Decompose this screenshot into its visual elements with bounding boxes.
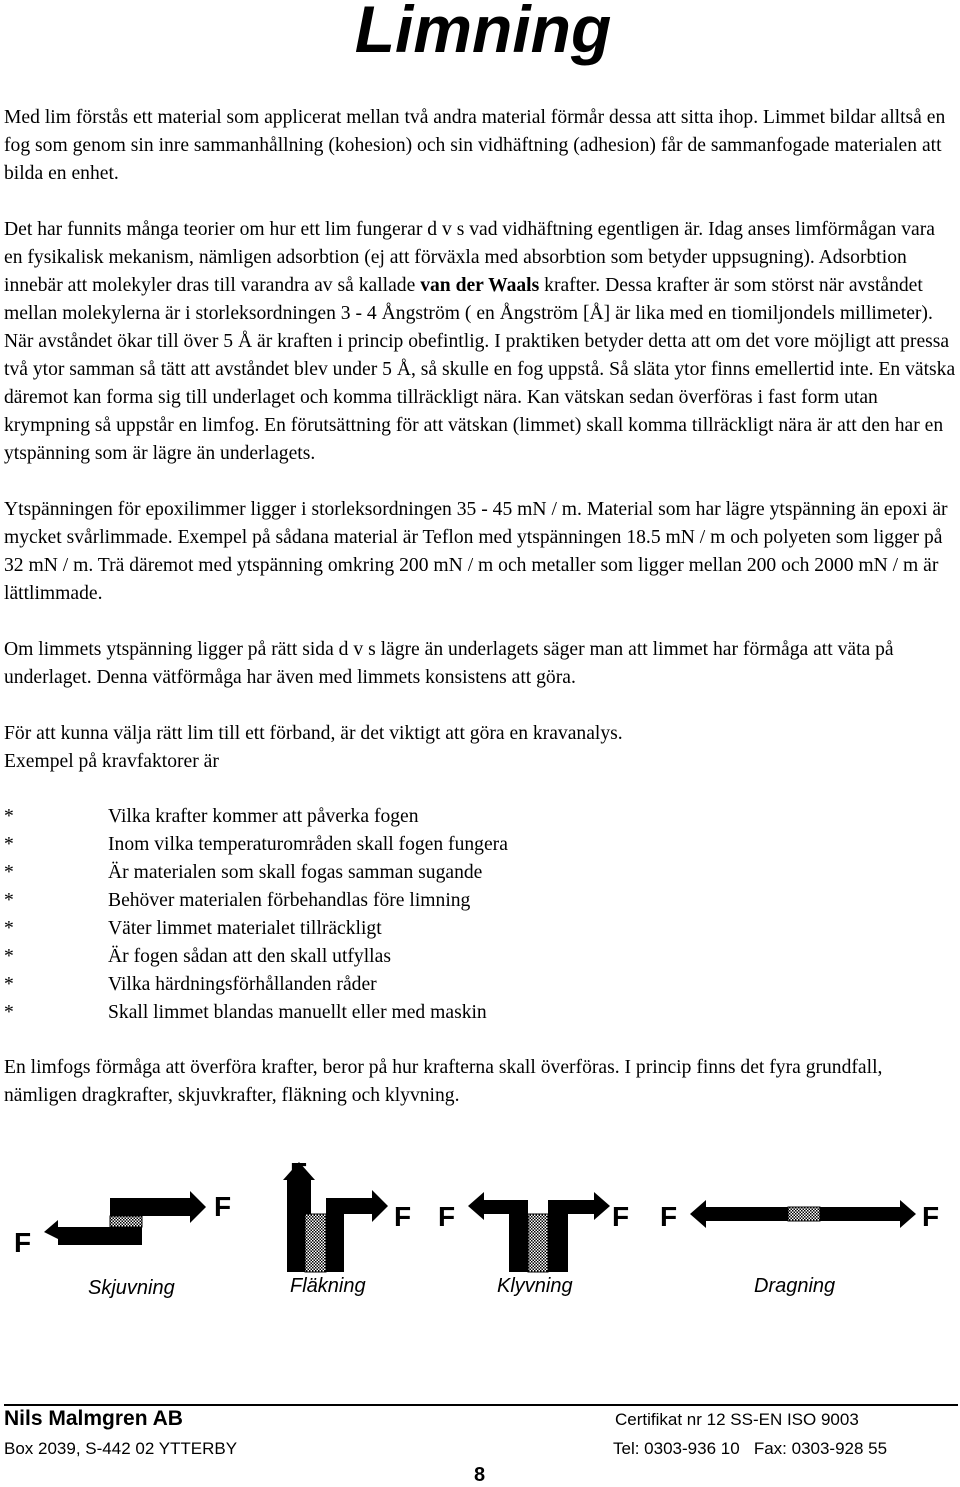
- list-item-text: Skall limmet blandas manuellt eller med maskin: [108, 1002, 487, 1023]
- list-item: [4, 915, 958, 943]
- force-label: F: [612, 1201, 630, 1232]
- list-item-text: Inom vilka temperaturområden skall fogen fungera: [108, 834, 508, 855]
- label-tension: Dragning: [754, 1275, 836, 1297]
- list-bullet: *: [4, 834, 14, 855]
- list-item: [4, 831, 958, 859]
- tension-left-arrow: [690, 1200, 788, 1228]
- requirement-list: [4, 803, 958, 1027]
- van-der-waals-term: van der Waals: [420, 275, 540, 296]
- shear-figure: [14, 1191, 231, 1258]
- force-label: F: [290, 1157, 308, 1188]
- cleavage-right-arrow: [548, 1192, 610, 1272]
- body-text: [4, 104, 958, 1138]
- force-label: F: [660, 1201, 678, 1232]
- paragraph-load-cases: En limfogs förmåga att överföra krafter, beror på hur krafterna skall överföras. I princip finns det fyra grundfall, nämligen dragkrafter, skjuvkrafter, fläkning och klyvning.: [4, 1057, 883, 1106]
- list-bullet: *: [4, 890, 14, 911]
- list-bullet: *: [4, 862, 14, 883]
- paragraph-wetting: Om limmets ytspänning ligger på rätt sida d v s lägre än underlagets säger man att limmet har förmåga att väta på underlaget. Denna vätförmåga har även med limmets konsistens att göra.: [4, 639, 894, 688]
- list-item-text: Väter limmet materialet tillräckligt: [108, 918, 382, 939]
- tension-figure: [660, 1200, 939, 1232]
- force-label: F: [214, 1191, 232, 1222]
- list-item: [4, 803, 958, 831]
- list-item-text: Är fogen sådan att den skall utfyllas: [108, 946, 391, 967]
- cleavage-glue-layer: [528, 1214, 548, 1272]
- peel-lower-leg: [287, 1214, 305, 1272]
- label-cleavage: Klyvning: [497, 1275, 573, 1297]
- footer-certificate: Certifikat nr 12 SS-EN ISO 9003: [615, 1410, 859, 1429]
- paragraph-adsorption: [4, 216, 958, 468]
- cleavage-figure: [438, 1192, 629, 1272]
- label-shear: Skjuvning: [88, 1277, 175, 1299]
- list-item-text: Vilka krafter kommer att påverka fogen: [108, 806, 419, 827]
- footer-address: Box 2039, S-442 02 YTTERBY: [4, 1439, 238, 1458]
- force-label: F: [394, 1201, 412, 1232]
- force-label: F: [922, 1201, 940, 1232]
- label-peel: Fläkning: [290, 1275, 366, 1297]
- list-item: [4, 999, 958, 1027]
- peel-figure: [283, 1157, 411, 1272]
- paragraph-adsorption-part1: Det har funnits många teorier om hur ett lim fungerar d v s vad vidhäftning egentligen är. Idag anses limförmågan vara en fysikalisk mekanism, nämligen adsorbtion (ej att förväxla med absorbtion som betyder uppsugning). Adsorbtion innebär att molekyler dras till varandra av så kallade: [4, 219, 935, 296]
- tension-right-arrow: [820, 1200, 916, 1228]
- list-bullet: *: [4, 946, 14, 967]
- list-item: [4, 943, 958, 971]
- requirements-line-1: För att kunna välja rätt lim till ett förband, är det viktigt att göra en kravanalys.: [4, 723, 623, 744]
- requirements-line-2: Exempel på kravfaktorer är: [4, 751, 219, 772]
- force-label: F: [14, 1227, 32, 1258]
- list-item: [4, 887, 958, 915]
- list-bullet: *: [4, 806, 14, 827]
- paragraph-requirements: [4, 720, 958, 776]
- force-label: F: [438, 1201, 456, 1232]
- paragraph-adsorption-part2: krafter. Dessa krafter är som störst när avståndet mellan molekylerna är i storleksordningen 3 - 4 Ångström ( en Ångström [Å] är lika med en tiomiljondels millimeter). När avståndet ökar till över 5 Å är kraften i princip obefintlig. I praktiken betyder detta att om det vore möjligt att pressa två ytor samman så tätt att avståndet blev under 5 Å, så skulle en fog uppstå. Så släta ytor finns emellertid inte. En vätska däremot kan forma sig till underlaget och komma tillräckligt nära. Kan vätskan sedan överföras i fast form utan krympning så uppstår en limfog. En förutsättning för att vätskan (limmet) skall komma tillräckligt nära är att den har en ytspänning som är lägre än underlagets.: [4, 275, 956, 464]
- cleavage-left-arrow: [468, 1192, 528, 1272]
- page-number: 8: [474, 1464, 486, 1486]
- list-item-text: Är materialen som skall fogas samman sugande: [108, 862, 483, 883]
- list-bullet: *: [4, 1002, 14, 1023]
- list-item: [4, 859, 958, 887]
- page-title: Limning: [354, 0, 612, 66]
- list-bullet: *: [4, 918, 14, 939]
- list-item-text: Behöver materialen förbehandlas före limning: [108, 890, 471, 911]
- list-item-text: Vilka härdningsförhållanden råder: [108, 974, 377, 995]
- load-case-diagram: [0, 1150, 960, 1310]
- peel-arrow-right: [326, 1190, 388, 1272]
- list-bullet: *: [4, 974, 14, 995]
- peel-glue-layer: [305, 1214, 326, 1272]
- shear-glue-layer: [110, 1216, 142, 1227]
- tension-glue-layer: [788, 1207, 820, 1221]
- footer-phone: Tel: 0303-936 10 Fax: 0303-928 55: [613, 1439, 888, 1458]
- paragraph-intro: Med lim förstås ett material som applicerat mellan två andra material förmår dessa att sitta ihop. Limmet bildar alltså en fog som genom sin inre sammanhållning (kohesion) och sin vidhäftning (adhesion) får de sammanfogade materialen att bilda en enhet.: [4, 107, 946, 184]
- paragraph-surface-tension: Ytspänningen för epoxilimmer ligger i storleksordningen 35 - 45 mN / m. Material som har lägre ytspänning än epoxi är mycket svårlimmade. Exempel på sådana material är Teflon med ytspänningen 18.5 mN / m och polyeten som ligger på 32 mN / m. Trä däremot med ytspänning omkring 200 mN / m och metaller som ligger mellan 200 och 2000 mN / m är lättlimmade.: [4, 499, 948, 604]
- list-item: [4, 971, 958, 999]
- footer-company: Nils Malmgren AB: [4, 1407, 183, 1430]
- footer-divider: [4, 1404, 958, 1406]
